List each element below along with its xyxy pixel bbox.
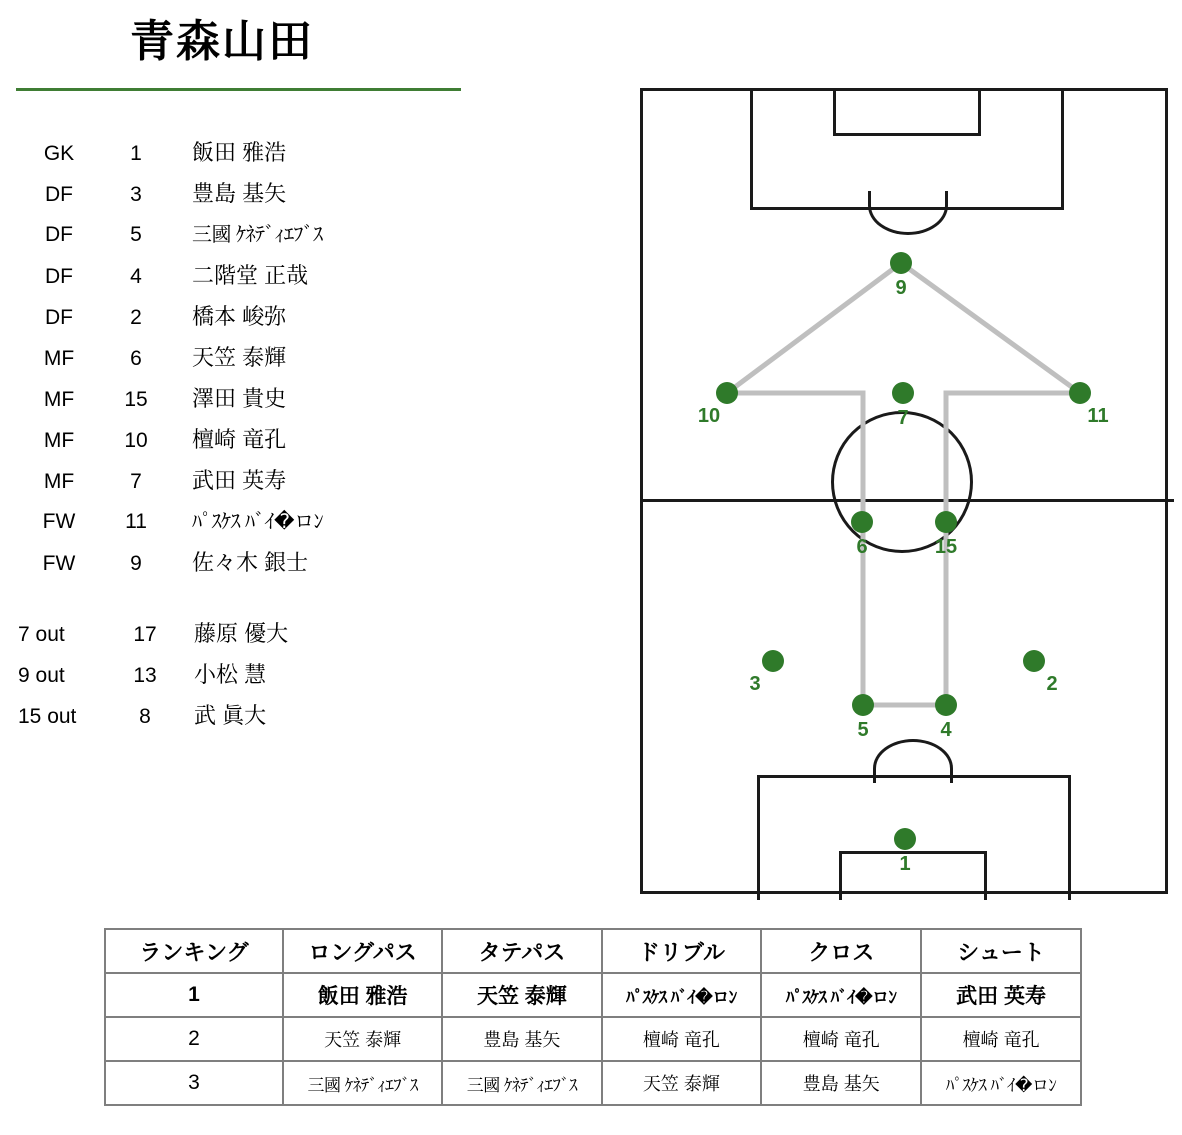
player-number-label: 6 [856, 536, 868, 558]
formation-pitch [640, 88, 1168, 894]
roster-name: ﾊﾟｽｹｽ ﾊﾞｲ�ロﾝ [192, 511, 324, 533]
roster-name: 小松 慧 [194, 662, 267, 687]
player-dot-icon [1069, 382, 1091, 404]
list-item [16, 341, 476, 382]
table-cell: ﾊﾟｽｹｽ ﾊﾞｲ�ロﾝ [761, 973, 921, 1017]
table-row [105, 1061, 1081, 1105]
table-cell: 三國 ｹﾈﾃﾞｨｴﾌﾞｽ [442, 1061, 601, 1105]
player-dot-icon [716, 382, 738, 404]
column-header: ロングパス [283, 929, 442, 973]
list-item [16, 382, 476, 423]
roster-position: MF [43, 429, 75, 452]
list-item [16, 505, 476, 546]
roster-number: 2 [130, 306, 142, 329]
table-cell: ﾊﾟｽｹｽ ﾊﾞｲ�ロﾝ [921, 1061, 1081, 1105]
roster-position: FW [42, 552, 76, 575]
ranking-table [104, 928, 1082, 1106]
roster-number: 13 [133, 664, 157, 687]
roster-position: DF [45, 306, 73, 329]
roster-name: 飯田 雅浩 [192, 140, 287, 165]
roster-position: FW [42, 510, 76, 533]
roster-position: MF [43, 470, 75, 493]
player-dot-icon [851, 511, 873, 533]
roster-name: 檀崎 竜孔 [192, 427, 287, 452]
formation-shape-overlay [643, 91, 1171, 897]
rank-cell: 2 [105, 1017, 283, 1061]
roster-number: 11 [125, 510, 147, 533]
list-item [16, 177, 476, 218]
column-header: タテパス [442, 929, 601, 973]
roster-number: 5 [130, 223, 142, 246]
substitution-note: 9 out [18, 664, 65, 687]
title-divider [16, 88, 461, 91]
column-header: クロス [761, 929, 921, 973]
table-cell: 檀崎 竜孔 [602, 1017, 762, 1061]
substitution-note: 7 out [18, 623, 65, 646]
roster-number: 8 [139, 705, 151, 728]
roster-name: 藤原 優大 [194, 621, 289, 646]
column-header: ドリブル [602, 929, 762, 973]
player-dot-icon [935, 694, 957, 716]
player-number-label: 9 [895, 277, 907, 299]
player-number-label: 1 [899, 853, 911, 875]
roster-number: 3 [130, 183, 142, 206]
roster-number: 17 [133, 623, 157, 646]
roster-number: 4 [130, 265, 142, 288]
roster-name: 二階堂 正哉 [192, 263, 309, 288]
player-number-label: 15 [934, 536, 958, 558]
roster-position: GK [43, 142, 75, 165]
player-dot-icon [852, 694, 874, 716]
table-cell: ﾊﾟｽｹｽ ﾊﾞｲ�ロﾝ [602, 973, 762, 1017]
player-number-label: 11 [1087, 405, 1109, 427]
column-header: ランキング [105, 929, 283, 973]
roster-number: 6 [130, 347, 142, 370]
player-dot-icon [894, 828, 916, 850]
column-header: シュート [921, 929, 1081, 973]
list-item [16, 464, 476, 505]
table-cell: 天笠 泰輝 [442, 973, 601, 1017]
list-item [16, 423, 476, 464]
roster-name: 武田 英寿 [192, 468, 287, 493]
table-cell: 天笠 泰輝 [602, 1061, 762, 1105]
roster-name: 豊島 基矢 [192, 181, 287, 206]
table-cell: 飯田 雅浩 [283, 973, 442, 1017]
roster-position: MF [43, 388, 75, 411]
roster-position: DF [45, 223, 73, 246]
player-number-label: 3 [749, 673, 761, 695]
roster-name: 澤田 貴史 [192, 386, 287, 411]
player-number-label: 10 [697, 405, 721, 427]
list-item [16, 546, 476, 587]
player-number-label: 2 [1046, 673, 1058, 695]
table-header-row [105, 929, 1081, 973]
roster-position: DF [45, 265, 73, 288]
roster-divider [16, 587, 476, 617]
roster-position: DF [45, 183, 73, 206]
player-dot-icon [935, 511, 957, 533]
substitution-note: 15 out [18, 705, 77, 728]
roster-name: 佐々木 銀士 [192, 550, 309, 575]
page-title: 青森山田 [130, 17, 314, 66]
table-row [105, 1017, 1081, 1061]
table-cell: 天笠 泰輝 [283, 1017, 442, 1061]
roster-number: 10 [124, 429, 148, 452]
list-item [16, 136, 476, 177]
player-dot-icon [892, 382, 914, 404]
rank-cell: 1 [105, 973, 283, 1017]
player-dot-icon [890, 252, 912, 274]
roster-name: 武 眞大 [194, 703, 267, 728]
list-item [16, 300, 476, 341]
player-number-label: 7 [897, 407, 909, 429]
table-cell: 武田 英寿 [921, 973, 1081, 1017]
table-cell: 三國 ｹﾈﾃﾞｨｴﾌﾞｽ [283, 1061, 442, 1105]
roster-number: 9 [130, 552, 142, 575]
list-item [16, 218, 476, 259]
roster-number: 1 [130, 142, 142, 165]
player-number-label: 5 [857, 719, 869, 741]
roster-position: MF [43, 347, 75, 370]
list-item [16, 259, 476, 300]
roster-name: 三國 ｹﾈﾃﾞｨｴﾌﾞｽ [192, 224, 323, 246]
list-item [16, 617, 476, 658]
table-cell: 豊島 基矢 [442, 1017, 601, 1061]
table-row [105, 973, 1081, 1017]
roster-name: 橋本 峻弥 [192, 304, 287, 329]
player-dot-icon [762, 650, 784, 672]
player-dot-icon [1023, 650, 1045, 672]
roster-list [16, 136, 476, 740]
rank-cell: 3 [105, 1061, 283, 1105]
roster-number: 7 [130, 470, 142, 493]
table-cell: 檀崎 竜孔 [761, 1017, 921, 1061]
list-item [16, 699, 476, 740]
list-item [16, 658, 476, 699]
table-cell: 豊島 基矢 [761, 1061, 921, 1105]
table-cell: 檀崎 竜孔 [921, 1017, 1081, 1061]
roster-name: 天笠 泰輝 [192, 345, 287, 370]
roster-number: 15 [124, 388, 148, 411]
player-number-label: 4 [940, 719, 952, 741]
